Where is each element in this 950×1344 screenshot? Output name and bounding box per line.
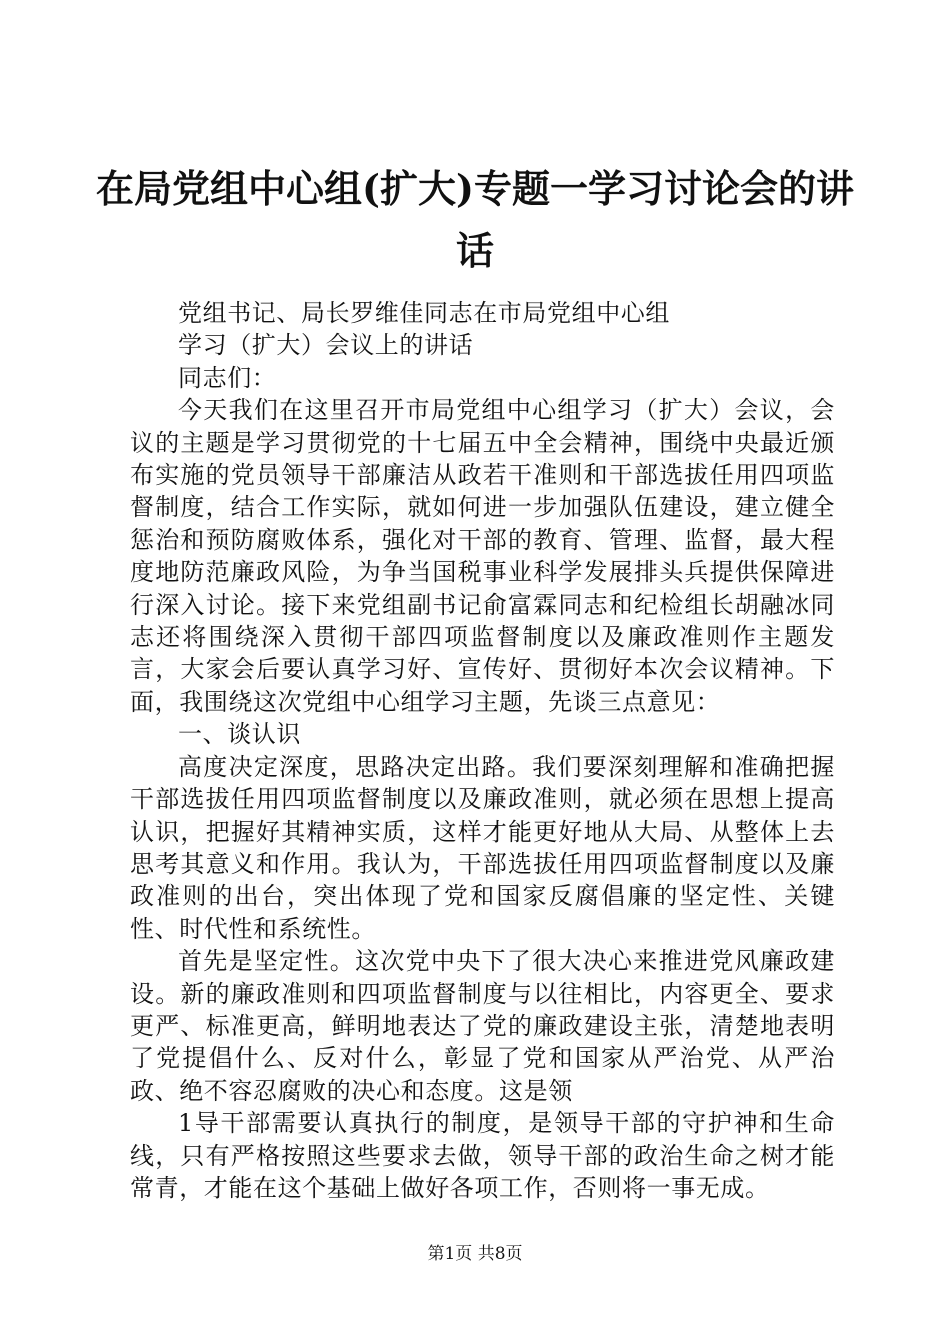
title-line-1: 在局党组中心组(扩大)专题一学习讨论会的讲 (96, 166, 854, 211)
salutation: 同志们： (178, 363, 277, 392)
body-paragraph: 高度决定深度，思路决定出路。我们要深刻理解和准确把握干部选拔任用四项监督制度以及廉政准则，就必须在思想上提高认识，把握好其精神实质，这样才能更好地从大局、从整体上去思考其意义和作用。我认为，干部选拔任用四项监督制度以及廉政准则的出台，突出体现了党和国家反腐倡廉的坚定性、关键性、时代性和系统性。 (130, 752, 835, 943)
speaker-line: 党组书记、局长罗维佳同志在市局党组中心组 (178, 299, 670, 327)
intro-paragraph: 今天我们在这里召开市局党组中心组学习（扩大）会议，会议的主题是学习贯彻党的十七届五中全会精神，围绕中央最近颁布实施的党员领导干部廉洁从政若干准则和干部选拔任用四项监督制度，结合工作实际，就如何进一步加强队伍建设，建立健全惩治和预防腐败体系，强化对干部的教育、管理、监督，最大程度地防范廉政风险，为争当国税事业科学发展排头兵提供保障进行深入讨论。接下来党组副书记俞富霖同志和纪检组长胡融冰同志还将围绕深入贯彻干部四项监督制度以及廉政准则作主题发言，大家会后要认真学习好、宣传好、贯彻好本次会议精神。下面，我围绕这次党组中心组学习主题，先谈三点意见： (130, 396, 835, 716)
occasion-line: 学习（扩大）会议上的讲话 (178, 331, 474, 360)
body-paragraph: 首先是坚定性。这次党中央下了很大决心来推进党风廉政建设。新的廉政准则和四项监督制度与以往相比，内容更全、要求更严、标准更高，鲜明地表达了党的廉政建设主张，清楚地表明了党提倡什么、反对什么，彰显了党和国家从严治党、从严治政、绝不容忍腐败的决心和态度。这是领 (130, 947, 835, 1105)
title-line-2: 话 (455, 228, 494, 273)
document-title (0, 158, 950, 282)
section-heading: 一、谈认识 (178, 720, 301, 749)
page-footer: 第1页 共8页 (427, 1244, 523, 1264)
body-paragraph: 1导干部需要认真执行的制度，是领导干部的守护神和生命线，只有严格按照这些要求去做，领导干部的政治生命之树才能常青，才能在这个基础上做好各项工作，否则将一事无成。 (130, 1109, 835, 1202)
document-body (130, 297, 835, 1204)
